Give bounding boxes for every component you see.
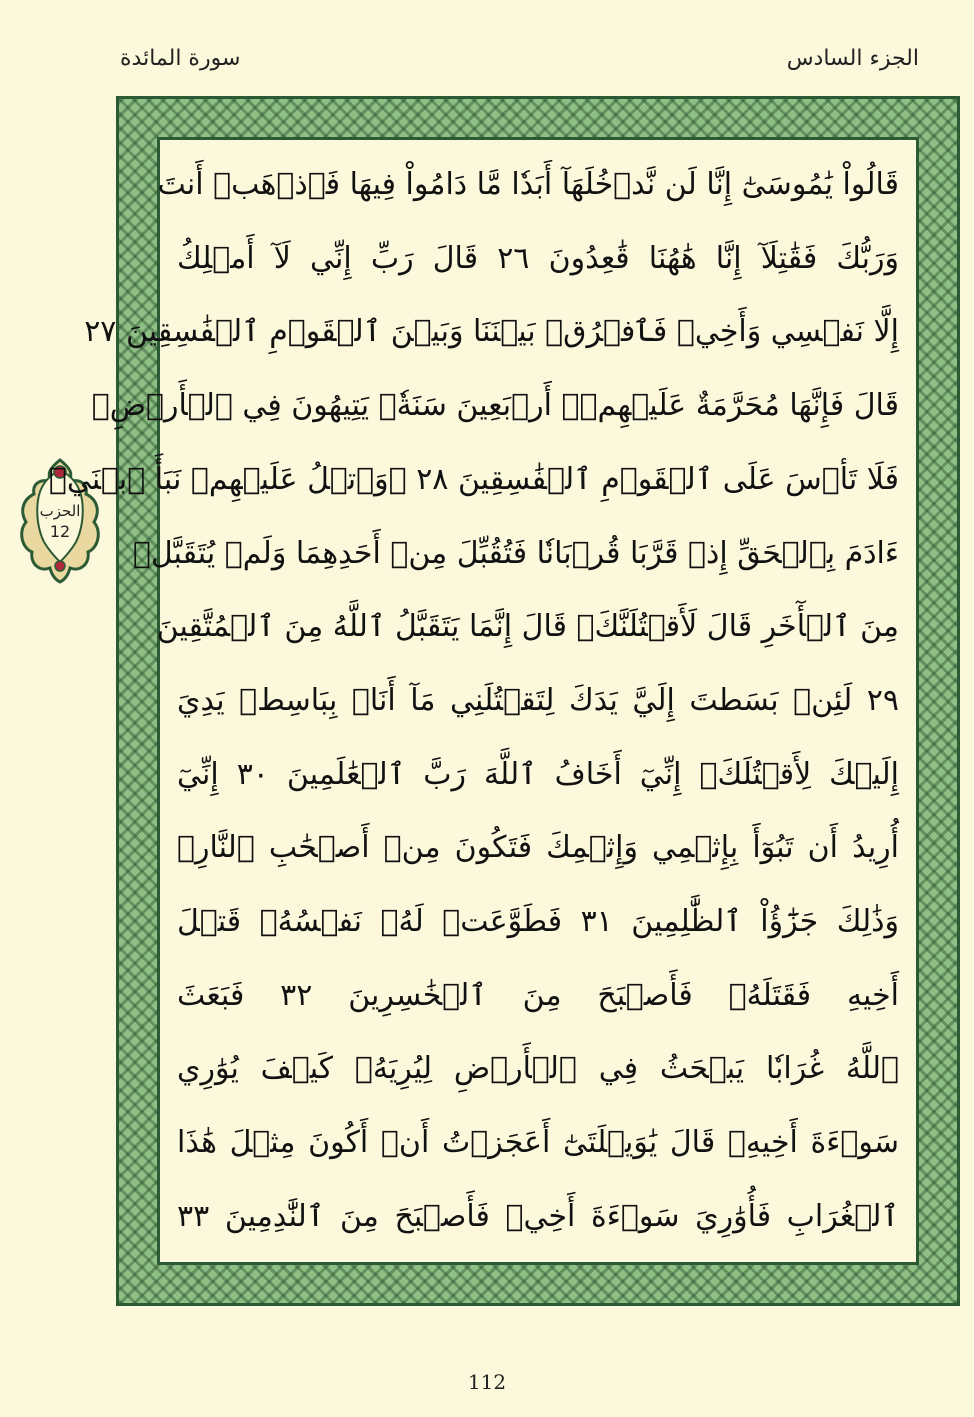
text-line: فَلَا تَأۡسَ عَلَى ٱلۡقَوۡمِ ٱلۡفَٰسِقِينَ ٢٨ ۞وَٱتۡلُ عَلَيۡهِمۡ نَبَأَ ٱبۡنَيۡ [48,461,899,497]
text-line: قَالَ فَإِنَّهَا مُحَرَّمَةٌ عَلَيۡهِمۡۛ أَرۡبَعِينَ سَنَةٗۛ يَتِيهُونَ فِي ٱلۡأَرۡضِۚ [91,388,899,424]
text-line: إِلَيۡكَ لِأَقۡتُلَكَۖ إِنِّيٓ أَخَافُ ٱللَّهَ رَبَّ ٱلۡعَٰلَمِينَ ٣٠ إِنِّيٓ [177,756,899,792]
juz-title: الجزء السادس [786,46,919,71]
text-line: ءَادَمَ بِٱلۡحَقِّ إِذۡ قَرَّبَا قُرۡبَانٗا فَتُقُبِّلَ مِنۡ أَحَدِهِمَا وَلَمۡ يُتَقَبَّلۡ [132,535,899,571]
page-header [118,46,933,90]
page-number: 112 [467,1370,507,1394]
text-line: قَالُواْ يَٰمُوسَىٰٓ إِنَّا لَن نَّدۡخُلَهَآ أَبَدٗا مَّا دَامُواْ فِيهَا فَٱذۡهَبۡ أَنتَ [157,167,899,202]
hizb-number: 12 [49,522,71,541]
text-line: أَخِيهِ فَقَتَلَهُۥ فَأَصۡبَحَ مِنَ ٱلۡخَٰسِرِينَ ٣٢ فَبَعَثَ [177,977,899,1013]
text-line: ٢٩ لَئِنۢ بَسَطتَ إِلَيَّ يَدَكَ لِتَقۡتُلَنِي مَآ أَنَا۠ بِبَاسِطٖ يَدِيَ [177,682,899,718]
surah-title: سورة المائدة [120,46,241,71]
text-line: ٱلۡغُرَابِ فَأُوَٰرِيَ سَوۡءَةَ أَخِيۖ فَأَصۡبَحَ مِنَ ٱلنَّٰدِمِينَ ٣٣ [177,1198,899,1234]
text-line: وَرَبُّكَ فَقَٰتِلَآ إِنَّا هَٰهُنَا قَٰعِدُونَ ٢٦ قَالَ رَبِّ إِنِّي لَآ أَمۡلِكُ [177,240,899,276]
hizb-label: الحزب [39,502,81,520]
text-line: ٱللَّهُ غُرَابٗا يَبۡحَثُ فِي ٱلۡأَرۡضِ لِيُرِيَهُۥ كَيۡفَ يُوَٰرِي [177,1051,899,1087]
text-line: وَذَٰلِكَ جَزَٰٓؤُاْ ٱلظَّٰلِمِينَ ٣١ فَطَوَّعَتۡ لَهُۥ نَفۡسُهُۥ قَتۡلَ [177,904,899,940]
text-line: مِنَ ٱلۡأٓخَرِ قَالَ لَأَقۡتُلَنَّكَۖ قَالَ إِنَّمَا يَتَقَبَّلُ ٱللَّهُ مِنَ ٱلۡمُتَّقِينَ [156,609,899,645]
text-line: إِلَّا نَفۡسِي وَأَخِيۖ فَٱفۡرُقۡ بَيۡنَنَا وَبَيۡنَ ٱلۡقَوۡمِ ٱلۡفَٰسِقِينَ ٢٧ [84,314,899,350]
text-line: أُرِيدُ أَن تَبُوٓأَ بِإِثۡمِي وَإِثۡمِكَ فَتَكُونَ مِنۡ أَصۡحَٰبِ ٱلنَّارِۚ [177,830,899,866]
text-line: سَوۡءَةَ أَخِيهِۚ قَالَ يَٰوَيۡلَتَىٰٓ أَعَجَزۡتُ أَنۡ أَكُونَ مِثۡلَ هَٰذَا [177,1125,899,1161]
